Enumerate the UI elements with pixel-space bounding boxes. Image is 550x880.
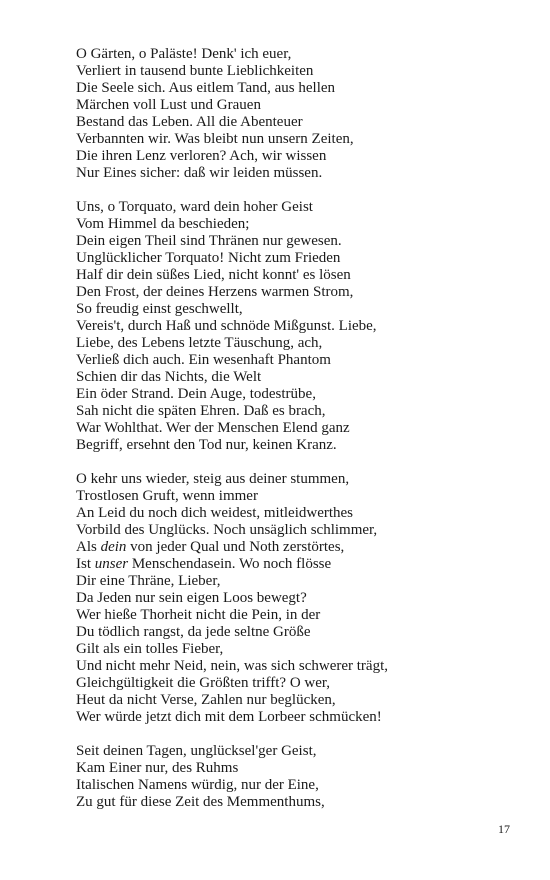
verse-line — [76, 777, 516, 794]
verse-text: Trostlosen Gruft, wenn immer — [76, 488, 258, 504]
verse-text: Zu gut für diese Zeit des Memmenthums, — [76, 794, 325, 810]
verse-text: Liebe, des Lebens letzte Täuschung, ach, — [76, 335, 323, 351]
verse-text: Und nicht mehr Neid, nein, was sich schwerer trägt, — [76, 658, 388, 674]
emphasized-word: unser — [94, 556, 129, 572]
verse-line — [76, 743, 516, 760]
verse-line — [76, 522, 516, 539]
verse-line — [76, 369, 516, 386]
verse-text: Unglücklicher Torquato! Nicht zum Frieden — [76, 250, 341, 266]
verse-text: Da Jeden nur sein eigen Loos bewegt? — [76, 590, 307, 606]
page-number: 17 — [498, 822, 510, 836]
verse-line — [76, 131, 516, 148]
verse-text: Ist — [76, 556, 95, 572]
verse-text: Italischen Namens würdig, nur der Eine, — [76, 777, 319, 793]
stanza — [76, 199, 516, 454]
verse-text: An Leid du noch dich weidest, mitleidwerthes — [76, 505, 354, 521]
verse-line — [76, 403, 516, 420]
verse-line — [76, 709, 516, 726]
verse-line — [76, 760, 516, 777]
verse-line — [76, 199, 516, 216]
verse-text: O kehr uns wieder, steig aus deiner stummen, — [76, 471, 350, 487]
verse-line — [76, 233, 516, 250]
verse-line — [76, 624, 516, 641]
verse-text: Wer würde jetzt dich mit dem Lorbeer schmücken! — [76, 709, 382, 725]
verse-text: Uns, o Torquato, ward dein hoher Geist — [76, 199, 313, 215]
verse-text: Verließ dich auch. Ein wesenhaft Phantom — [76, 352, 331, 368]
verse-line — [76, 63, 516, 80]
verse-text: Begriff, ersehnt den Tod nur, keinen Kranz. — [76, 437, 337, 453]
stanza — [76, 46, 516, 182]
verse-text: von jeder Qual und Noth zerstörtes, — [126, 539, 345, 555]
verse-line — [76, 301, 516, 318]
stanza — [76, 743, 516, 811]
verse-text: Verbannten wir. Was bleibt nun unsern Zeiten, — [76, 131, 354, 147]
verse-text: Du tödlich rangst, da jede seltne Größe — [76, 624, 311, 640]
verse-line — [76, 556, 516, 573]
verse-text: Seit deinen Tagen, unglücksel'ger Geist, — [76, 743, 317, 759]
verse-text: War Wohlthat. Wer der Menschen Elend ganz — [76, 420, 350, 436]
verse-text: Menschendasein. Wo noch flösse — [128, 556, 332, 572]
verse-text: Die Seele sich. Aus eitlem Tand, aus hellen — [76, 80, 336, 96]
verse-line — [76, 165, 516, 182]
verse-text: Wer hieße Thorheit nicht die Pein, in der — [76, 607, 321, 623]
verse-line — [76, 471, 516, 488]
verse-line — [76, 573, 516, 590]
verse-text: Märchen voll Lust und Grauen — [76, 97, 261, 113]
verse-text: Sah nicht die späten Ehren. Daß es brach, — [76, 403, 326, 419]
verse-line — [76, 352, 516, 369]
verse-text: Bestand das Leben. All die Abenteuer — [76, 114, 303, 130]
verse-line — [76, 80, 516, 97]
verse-text: Kam Einer nur, des Ruhms — [76, 760, 239, 776]
verse-line — [76, 658, 516, 675]
verse-text: So freudig einst geschwellt, — [76, 301, 243, 317]
verse-text: Half dir dein süßes Lied, nicht konnt' es lösen — [76, 267, 351, 283]
verse-line — [76, 318, 516, 335]
verse-line — [76, 539, 516, 556]
verse-text: Als — [76, 539, 101, 555]
stanza — [76, 471, 516, 726]
verse-line — [76, 250, 516, 267]
verse-line — [76, 505, 516, 522]
verse-line — [76, 216, 516, 233]
verse-text: Vom Himmel da beschieden; — [76, 216, 250, 232]
verse-line — [76, 46, 516, 63]
verse-text: Vorbild des Unglücks. Noch unsäglich schlimmer, — [76, 522, 378, 538]
verse-line — [76, 386, 516, 403]
verse-line — [76, 284, 516, 301]
verse-line — [76, 335, 516, 352]
emphasized-word: dein — [100, 539, 127, 555]
verse-text: Schien dir das Nichts, die Welt — [76, 369, 262, 385]
verse-text: Dein eigen Theil sind Thränen nur gewesen. — [76, 233, 342, 249]
verse-text: Nur Eines sicher: daß wir leiden müssen. — [76, 165, 323, 181]
verse-line — [76, 97, 516, 114]
verse-text: Vereis't, durch Haß und schnöde Mißgunst. Liebe, — [76, 318, 377, 334]
verse-line — [76, 607, 516, 624]
verse-line — [76, 420, 516, 437]
verse-line — [76, 590, 516, 607]
verse-line — [76, 794, 516, 811]
verse-line — [76, 437, 516, 454]
verse-text: Gleichgültigkeit die Größten trifft? O wer, — [76, 675, 331, 691]
verse-line — [76, 148, 516, 165]
verse-line — [76, 692, 516, 709]
verse-text: Ein öder Strand. Dein Auge, todestrübe, — [76, 386, 316, 402]
poem-text — [76, 46, 516, 828]
verse-text: Die ihren Lenz verloren? Ach, wir wissen — [76, 148, 327, 164]
verse-text: Den Frost, der deines Herzens warmen Strom, — [76, 284, 354, 300]
verse-line — [76, 267, 516, 284]
verse-line — [76, 114, 516, 131]
verse-line — [76, 641, 516, 658]
verse-text: O Gärten, o Paläste! Denk' ich euer, — [76, 46, 292, 62]
verse-text: Verliert in tausend bunte Lieblichkeiten — [76, 63, 314, 79]
verse-line — [76, 488, 516, 505]
verse-text: Heut da nicht Verse, Zahlen nur beglücken, — [76, 692, 336, 708]
verse-line — [76, 675, 516, 692]
verse-text: Dir eine Thräne, Lieber, — [76, 573, 221, 589]
verse-text: Gilt als ein tolles Fieber, — [76, 641, 224, 657]
